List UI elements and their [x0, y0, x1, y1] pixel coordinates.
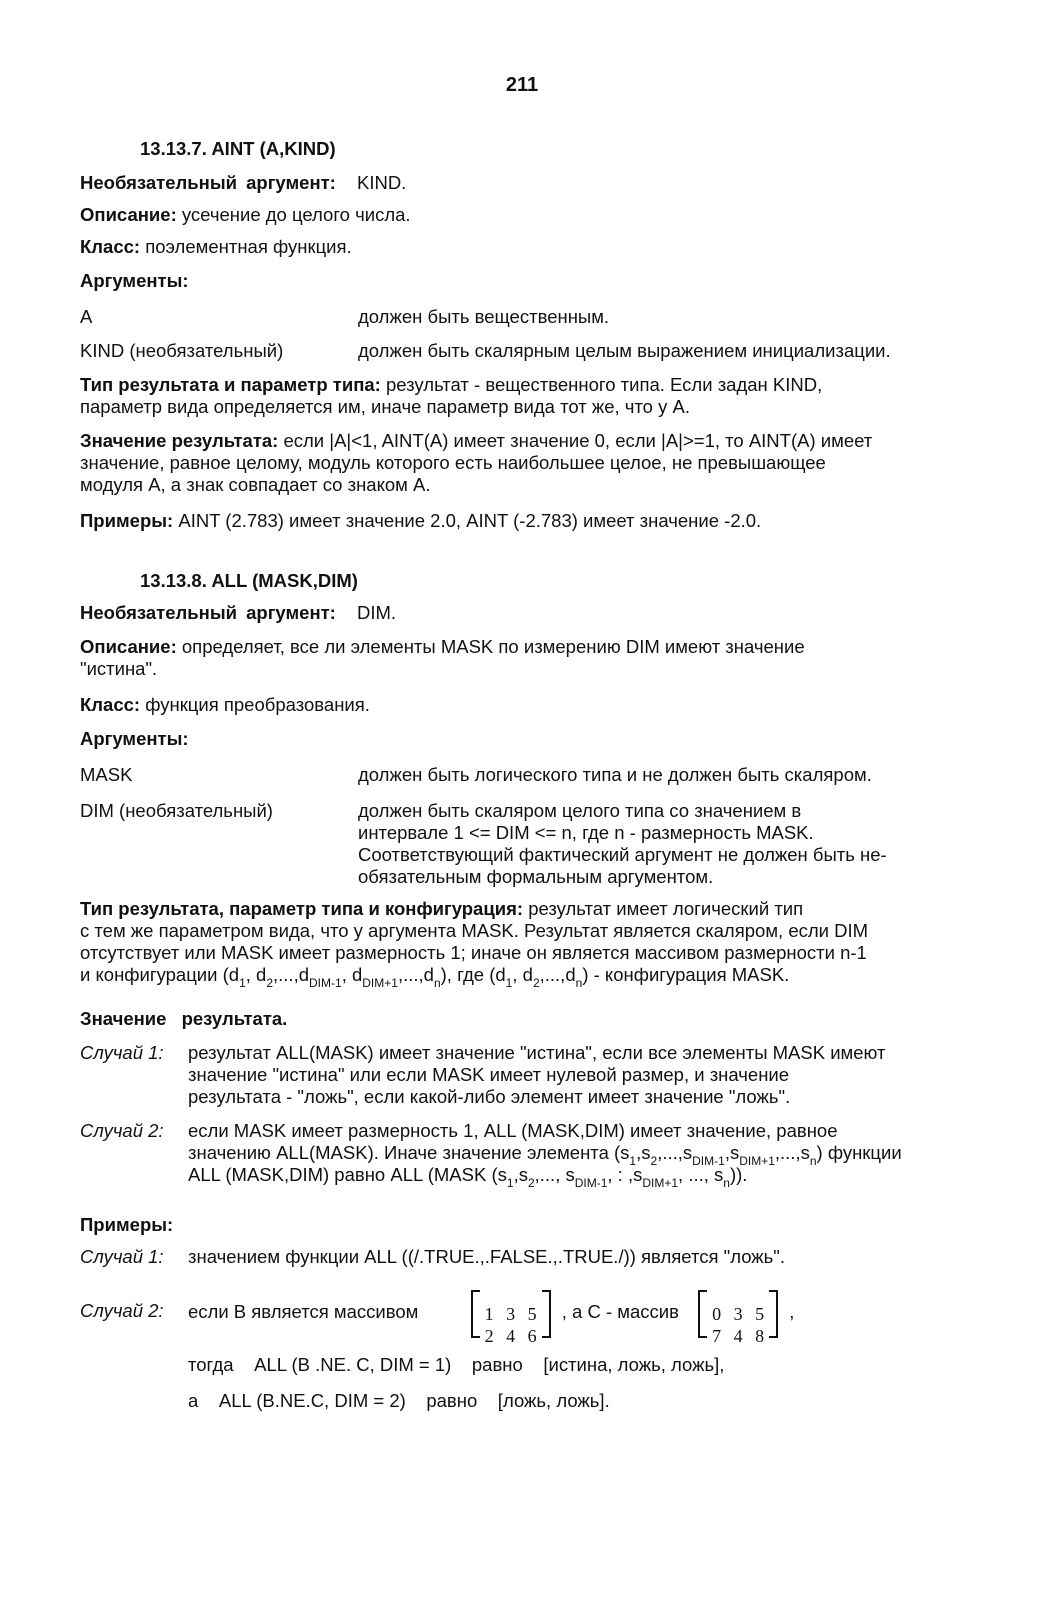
- result-type-line: с тем же параметром вида, что у аргумента MASK. Результат является скаляром, если DIM: [80, 920, 869, 941]
- result-type-line: параметр вида определяется им, иначе параметр вида тот же, что у A.: [80, 396, 690, 417]
- result-type-line: результат имеет логический тип: [528, 898, 804, 919]
- matrix-cell: 4: [733, 1326, 743, 1347]
- example2-post: ,: [789, 1301, 795, 1322]
- example1-label: Случай 1:: [80, 1246, 164, 1267]
- text-run: ,...,d: [539, 964, 576, 985]
- description-text: усечение до целого числа.: [181, 204, 411, 225]
- description-label: Описание:: [80, 636, 177, 657]
- text-run: ALL (MASK,DIM) равно ALL (MASK (s: [188, 1164, 507, 1185]
- class-text: функция преобразования.: [145, 694, 370, 715]
- text-run: , ..., s: [678, 1164, 724, 1185]
- result-value-line: модуля A, а знак совпадает со знаком A.: [80, 474, 431, 495]
- optional-label: Необязательный аргумент:: [80, 602, 336, 623]
- subscript: 1: [505, 976, 513, 990]
- example2-pre: если B является массивом: [188, 1301, 419, 1322]
- matrix-cell: 2: [484, 1326, 494, 1347]
- aint-examples: [80, 510, 761, 532]
- all-description: [80, 636, 960, 680]
- matrix-bracket-left: [471, 1290, 480, 1338]
- optional-label: Необязательный аргумент:: [80, 172, 336, 193]
- subscript: DIM+1: [739, 1154, 775, 1168]
- subscript: n: [809, 1154, 817, 1168]
- result-type-shape-line: [80, 964, 960, 990]
- arg-dim-line: обязательным формальным аргументом.: [358, 866, 714, 887]
- matrix-cell: 0: [712, 1304, 722, 1325]
- subscript: DIM+1: [362, 976, 398, 990]
- result-type-label: Тип результата и параметр типа:: [80, 374, 381, 395]
- text-run: , : ,s: [607, 1164, 643, 1185]
- subscript: DIM+1: [642, 1176, 679, 1190]
- all-class: [80, 694, 370, 716]
- examples-text: AINT (2.783) имеет значение 2.0, AINT (-2.783) имеет значение -2.0.: [178, 510, 762, 531]
- result-type-label: Тип результата, параметр типа и конфигурация:: [80, 898, 524, 919]
- subscript: 1: [239, 976, 246, 990]
- text-run: , d: [512, 964, 533, 985]
- matrix-cell: 3: [733, 1304, 743, 1325]
- subscript: 2: [266, 976, 274, 990]
- page-number: 211: [505, 74, 539, 96]
- result-value-line: значение, равное целому, модуль которого есть наибольшее целое, не превышающее: [80, 452, 826, 473]
- text-run: ,s: [636, 1142, 651, 1163]
- arg-dim-line: Соответствующий фактический аргумент не должен быть не-: [358, 844, 887, 865]
- all-result-type: [80, 898, 960, 990]
- matrix-bracket-right: [542, 1290, 551, 1338]
- arg-desc-dim: [358, 800, 958, 888]
- arg-desc-mask: должен быть логического типа и не должен быть скаляром.: [358, 764, 872, 785]
- result-type-line: отсутствует или MASK имеет размерность 1; иначе он является массивом размерности n-1: [80, 942, 867, 963]
- arg-dim-line: должен быть скаляром целого типа со значением в: [358, 800, 802, 821]
- text-run: ,...,s: [774, 1142, 810, 1163]
- aint-result-type: [80, 374, 960, 418]
- matrix-cell: 5: [527, 1304, 537, 1325]
- all-optional-argument: [80, 602, 396, 624]
- arg-dim-line: интервале 1 <= DIM <= n, где n - размерность MASK.: [358, 822, 814, 843]
- arg-desc-a: должен быть вещественным.: [358, 306, 610, 327]
- case1-line: значение "истина" или если MASK имеет нулевой размер, и значение: [188, 1064, 790, 1085]
- example2-text: [188, 1289, 948, 1347]
- text-run: )).: [729, 1164, 748, 1185]
- arg-name-kind: KIND (необязательный): [80, 340, 284, 361]
- matrix-cell: 6: [527, 1326, 537, 1347]
- subscript: 2: [527, 1176, 535, 1190]
- example2-and-line: а ALL (B.NE.C, DIM = 2) равно [ложь, ложь].: [188, 1390, 610, 1411]
- matrix-row: [712, 1313, 764, 1359]
- arg-name-mask: MASK: [80, 764, 133, 785]
- example2-then-line: тогда ALL (B .NE. C, DIM = 1) равно [истина, ложь, ложь],: [188, 1354, 725, 1375]
- subscript: 2: [532, 976, 540, 990]
- result-value-line: если |A|<1, AINT(A) имеет значение 0, если |A|>=1, то AINT(A) имеет: [283, 430, 873, 451]
- section-heading-aint: 13.13.7. AINT (A,KIND): [140, 138, 336, 159]
- text-run: , d: [245, 964, 267, 985]
- text-run: ), где (d: [440, 964, 506, 985]
- case2-text: [188, 1120, 948, 1190]
- text-run: и конфигурации (d: [80, 964, 240, 985]
- optional-value: KIND.: [356, 172, 407, 193]
- arg-name-a: A: [80, 306, 93, 327]
- subscript: DIM-1: [574, 1176, 608, 1190]
- case1-text: [188, 1042, 948, 1108]
- matrix-c: [698, 1290, 778, 1347]
- all-arguments-label: Аргументы:: [80, 728, 189, 749]
- subscript: DIM-1: [309, 976, 342, 990]
- case1-line: результат ALL(MASK) имеет значение "истина", если все элементы MASK имеют: [188, 1042, 886, 1063]
- aint-result-value: [80, 430, 960, 496]
- text-run: ,s: [513, 1164, 528, 1185]
- aint-arguments-label: Аргументы:: [80, 270, 189, 291]
- text-run: ,...,s: [657, 1142, 693, 1163]
- case1-label: Случай 1:: [80, 1042, 164, 1063]
- case2-line: если MASK имеет размерность 1, ALL (MASK,DIM) имеет значение, равное: [188, 1120, 838, 1141]
- aint-class: [80, 236, 352, 258]
- case2-line: [188, 1164, 948, 1190]
- text-run: ,s: [724, 1142, 740, 1163]
- subscript: n: [723, 1176, 730, 1190]
- matrix-bracket-left: [698, 1290, 707, 1338]
- class-text: поэлементная функция.: [145, 236, 352, 257]
- all-examples-label: Примеры:: [80, 1214, 174, 1235]
- matrix-cell: 1: [484, 1304, 494, 1325]
- matrix-cell: 7: [712, 1326, 722, 1347]
- matrix-bracket-right: [769, 1290, 778, 1338]
- text-run: ,...,d: [397, 964, 434, 985]
- text-run: ,..., s: [534, 1164, 575, 1185]
- result-type-line: результат - вещественного типа. Если задан KIND,: [385, 374, 823, 395]
- text-run: , d: [341, 964, 363, 985]
- text-run: ,...,d: [273, 964, 310, 985]
- matrix-cell: 3: [506, 1304, 516, 1325]
- arg-desc-kind: должен быть скалярным целым выражением инициализации.: [358, 340, 891, 361]
- example1-text: значением функции ALL ((/.TRUE.,.FALSE.,.TRUE./)) является "ложь".: [188, 1246, 785, 1267]
- examples-label: Примеры:: [80, 510, 174, 531]
- optional-value: DIM.: [356, 602, 397, 623]
- arg-name-dim: DIM (необязательный): [80, 800, 273, 821]
- subscript: n: [575, 976, 583, 990]
- text-run: значению ALL(MASK). Иначе значение элемента (s: [188, 1142, 630, 1163]
- subscript: 1: [629, 1154, 637, 1168]
- class-label: Класс:: [80, 694, 141, 715]
- aint-optional-argument: [80, 172, 406, 194]
- matrix-cell: 5: [755, 1304, 765, 1325]
- subscript: 2: [650, 1154, 658, 1168]
- matrix-row: [485, 1313, 537, 1359]
- subscript: n: [433, 976, 441, 990]
- example2-label: Случай 2:: [80, 1300, 164, 1321]
- example2-mid: , а C - массив: [561, 1301, 679, 1322]
- matrix-cell: 4: [506, 1326, 516, 1347]
- text-run: ) - конфигурация MASK.: [582, 964, 790, 985]
- result-value-label: Значение результата:: [80, 430, 279, 451]
- matrix-cell: 8: [755, 1326, 765, 1347]
- subscript: 1: [506, 1176, 514, 1190]
- description-label: Описание:: [80, 204, 177, 225]
- text-run: ) функции: [816, 1142, 902, 1163]
- case2-line: [188, 1142, 948, 1168]
- matrix-b: [471, 1290, 551, 1347]
- section-heading-all: 13.13.8. ALL (MASK,DIM): [140, 570, 358, 591]
- case1-line: результата - "ложь", если какой-либо элемент имеет значение "ложь".: [188, 1086, 791, 1107]
- aint-description: [80, 204, 411, 226]
- subscript: DIM-1: [692, 1154, 725, 1168]
- case2-label: Случай 2:: [80, 1120, 164, 1141]
- all-result-value-label: Значение результата.: [80, 1008, 288, 1029]
- description-line: "истина".: [80, 658, 158, 679]
- description-line: определяет, все ли элементы MASK по измерению DIM имеют значение: [181, 636, 805, 657]
- class-label: Класс:: [80, 236, 141, 257]
